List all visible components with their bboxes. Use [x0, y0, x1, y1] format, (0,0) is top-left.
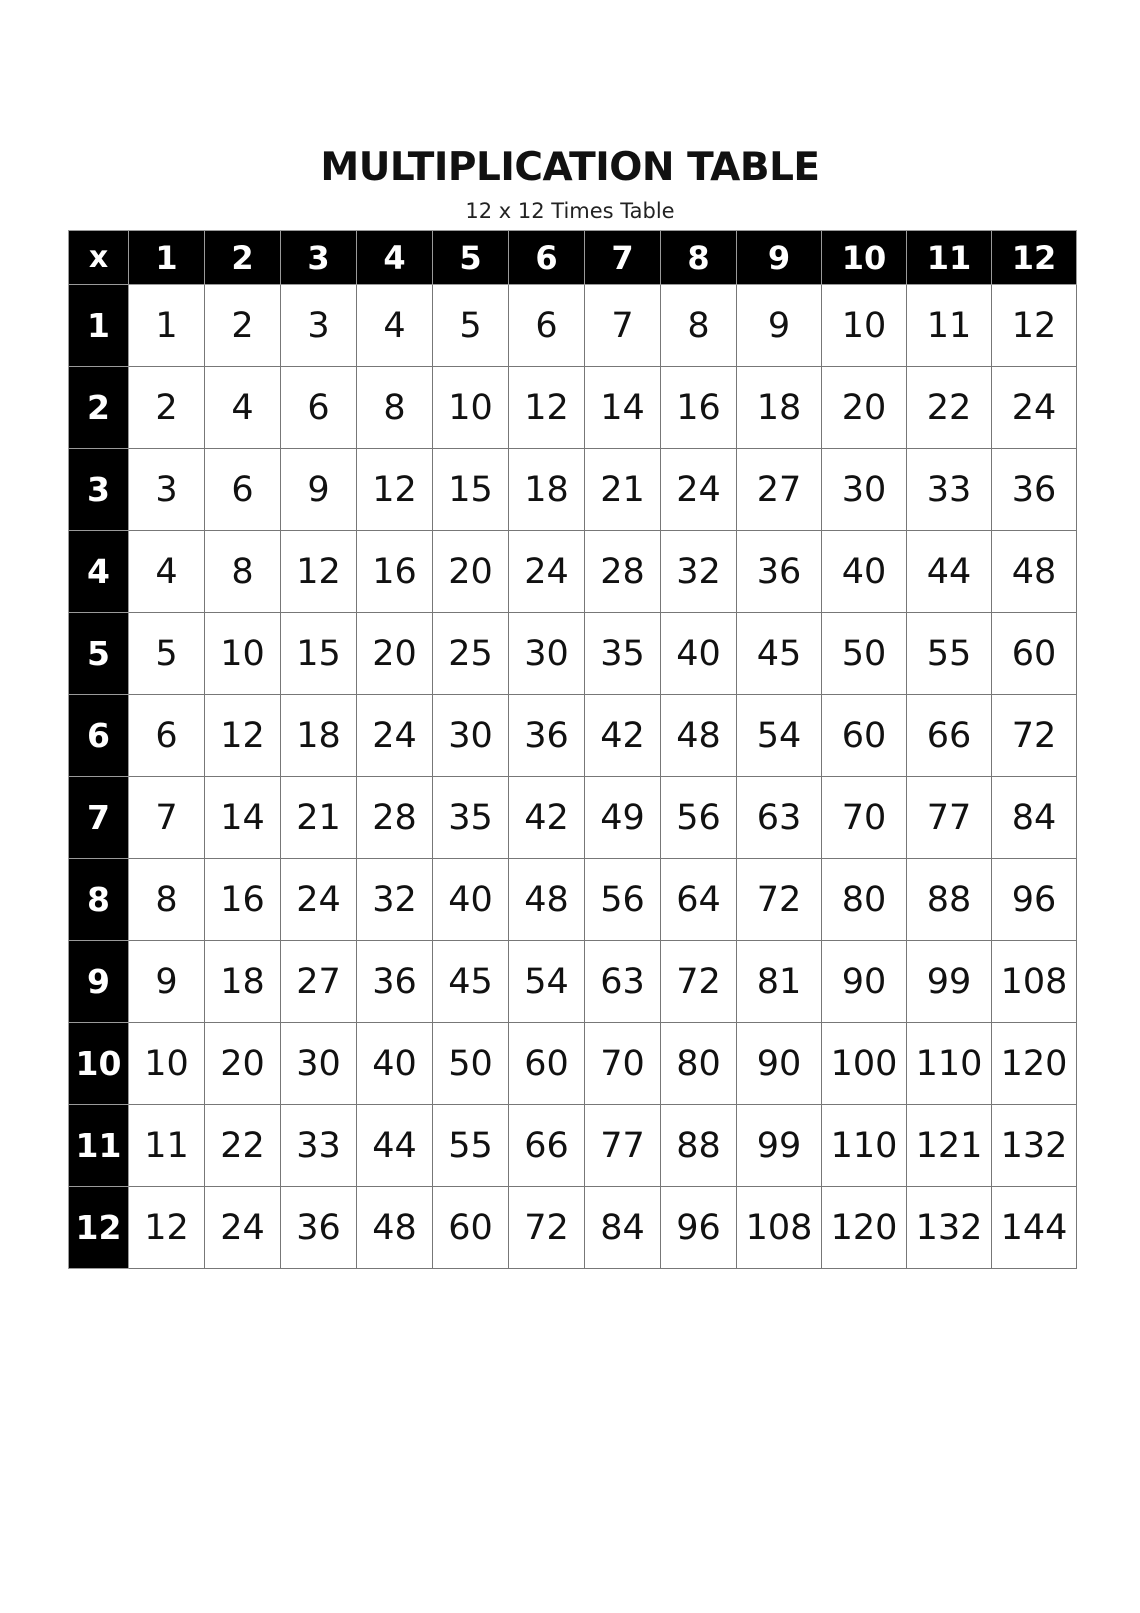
product-cell: 60 — [433, 1187, 509, 1269]
column-header: 12 — [992, 231, 1077, 285]
product-cell: 21 — [281, 777, 357, 859]
product-cell: 54 — [509, 941, 585, 1023]
table-row — [69, 695, 1077, 777]
product-cell: 21 — [585, 449, 661, 531]
product-cell: 20 — [433, 531, 509, 613]
product-cell: 40 — [357, 1023, 433, 1105]
column-header: 6 — [509, 231, 585, 285]
table-row — [69, 1105, 1077, 1187]
product-cell: 132 — [907, 1187, 992, 1269]
product-cell: 70 — [822, 777, 907, 859]
product-cell: 12 — [205, 695, 281, 777]
product-cell: 22 — [205, 1105, 281, 1187]
product-cell: 96 — [992, 859, 1077, 941]
product-cell: 3 — [129, 449, 205, 531]
product-cell: 80 — [822, 859, 907, 941]
product-cell: 32 — [357, 859, 433, 941]
product-cell: 70 — [585, 1023, 661, 1105]
product-cell: 10 — [822, 285, 907, 367]
product-cell: 12 — [129, 1187, 205, 1269]
product-cell: 27 — [281, 941, 357, 1023]
product-cell: 40 — [433, 859, 509, 941]
table-row — [69, 1023, 1077, 1105]
product-cell: 72 — [992, 695, 1077, 777]
product-cell: 44 — [907, 531, 992, 613]
product-cell: 16 — [205, 859, 281, 941]
product-cell: 144 — [992, 1187, 1077, 1269]
product-cell: 4 — [129, 531, 205, 613]
column-header: 5 — [433, 231, 509, 285]
product-cell: 60 — [992, 613, 1077, 695]
product-cell: 6 — [129, 695, 205, 777]
column-header: 1 — [129, 231, 205, 285]
product-cell: 24 — [992, 367, 1077, 449]
product-cell: 110 — [822, 1105, 907, 1187]
table-row — [69, 777, 1077, 859]
product-cell: 48 — [992, 531, 1077, 613]
product-cell: 24 — [661, 449, 737, 531]
product-cell: 55 — [433, 1105, 509, 1187]
product-cell: 81 — [737, 941, 822, 1023]
product-cell: 16 — [357, 531, 433, 613]
product-cell: 9 — [129, 941, 205, 1023]
product-cell: 6 — [509, 285, 585, 367]
product-cell: 72 — [509, 1187, 585, 1269]
product-cell: 36 — [737, 531, 822, 613]
product-cell: 45 — [737, 613, 822, 695]
product-cell: 55 — [907, 613, 992, 695]
product-cell: 77 — [585, 1105, 661, 1187]
product-cell: 18 — [509, 449, 585, 531]
product-cell: 120 — [822, 1187, 907, 1269]
product-cell: 66 — [509, 1105, 585, 1187]
product-cell: 48 — [661, 695, 737, 777]
product-cell: 99 — [737, 1105, 822, 1187]
product-cell: 12 — [509, 367, 585, 449]
product-cell: 50 — [822, 613, 907, 695]
table-row — [69, 1187, 1077, 1269]
product-cell: 10 — [433, 367, 509, 449]
row-header: 1 — [69, 285, 129, 367]
product-cell: 8 — [357, 367, 433, 449]
product-cell: 56 — [585, 859, 661, 941]
product-cell: 63 — [737, 777, 822, 859]
corner-cell: x — [69, 231, 129, 285]
row-header: 11 — [69, 1105, 129, 1187]
product-cell: 6 — [281, 367, 357, 449]
product-cell: 20 — [357, 613, 433, 695]
product-cell: 7 — [129, 777, 205, 859]
product-cell: 15 — [433, 449, 509, 531]
product-cell: 77 — [907, 777, 992, 859]
table-body — [69, 285, 1077, 1269]
product-cell: 12 — [992, 285, 1077, 367]
product-cell: 72 — [737, 859, 822, 941]
product-cell: 11 — [129, 1105, 205, 1187]
product-cell: 9 — [737, 285, 822, 367]
product-cell: 42 — [509, 777, 585, 859]
product-cell: 5 — [433, 285, 509, 367]
product-cell: 88 — [907, 859, 992, 941]
product-cell: 24 — [205, 1187, 281, 1269]
product-cell: 40 — [661, 613, 737, 695]
product-cell: 88 — [661, 1105, 737, 1187]
product-cell: 3 — [281, 285, 357, 367]
product-cell: 100 — [822, 1023, 907, 1105]
product-cell: 90 — [737, 1023, 822, 1105]
column-header: 7 — [585, 231, 661, 285]
product-cell: 108 — [992, 941, 1077, 1023]
product-cell: 32 — [661, 531, 737, 613]
product-cell: 36 — [357, 941, 433, 1023]
column-header: 9 — [737, 231, 822, 285]
product-cell: 72 — [661, 941, 737, 1023]
product-cell: 33 — [907, 449, 992, 531]
product-cell: 132 — [992, 1105, 1077, 1187]
product-cell: 22 — [907, 367, 992, 449]
row-header: 10 — [69, 1023, 129, 1105]
product-cell: 14 — [585, 367, 661, 449]
row-header: 7 — [69, 777, 129, 859]
product-cell: 60 — [822, 695, 907, 777]
product-cell: 28 — [357, 777, 433, 859]
product-cell: 20 — [822, 367, 907, 449]
product-cell: 9 — [281, 449, 357, 531]
product-cell: 4 — [357, 285, 433, 367]
product-cell: 15 — [281, 613, 357, 695]
product-cell: 33 — [281, 1105, 357, 1187]
product-cell: 80 — [661, 1023, 737, 1105]
product-cell: 28 — [585, 531, 661, 613]
page-title: MULTIPLICATION TABLE — [320, 145, 820, 190]
product-cell: 56 — [661, 777, 737, 859]
product-cell: 36 — [509, 695, 585, 777]
product-cell: 54 — [737, 695, 822, 777]
product-cell: 4 — [205, 367, 281, 449]
product-cell: 44 — [357, 1105, 433, 1187]
product-cell: 96 — [661, 1187, 737, 1269]
product-cell: 11 — [907, 285, 992, 367]
product-cell: 18 — [737, 367, 822, 449]
product-cell: 40 — [822, 531, 907, 613]
page-subtitle: 12 x 12 Times Table — [465, 199, 675, 223]
product-cell: 35 — [433, 777, 509, 859]
row-header: 6 — [69, 695, 129, 777]
product-cell: 49 — [585, 777, 661, 859]
table-row — [69, 859, 1077, 941]
row-header: 2 — [69, 367, 129, 449]
product-cell: 84 — [585, 1187, 661, 1269]
product-cell: 66 — [907, 695, 992, 777]
row-header: 3 — [69, 449, 129, 531]
column-header: 4 — [357, 231, 433, 285]
product-cell: 36 — [992, 449, 1077, 531]
product-cell: 90 — [822, 941, 907, 1023]
product-cell: 24 — [281, 859, 357, 941]
product-cell: 110 — [907, 1023, 992, 1105]
product-cell: 30 — [822, 449, 907, 531]
product-cell: 8 — [129, 859, 205, 941]
product-cell: 42 — [585, 695, 661, 777]
row-header: 4 — [69, 531, 129, 613]
product-cell: 30 — [281, 1023, 357, 1105]
column-header: 11 — [907, 231, 992, 285]
multiplication-table — [68, 230, 1077, 1269]
row-header: 5 — [69, 613, 129, 695]
table-row — [69, 285, 1077, 367]
product-cell: 7 — [585, 285, 661, 367]
product-cell: 18 — [281, 695, 357, 777]
product-cell: 108 — [737, 1187, 822, 1269]
product-cell: 121 — [907, 1105, 992, 1187]
column-header: 8 — [661, 231, 737, 285]
product-cell: 36 — [281, 1187, 357, 1269]
product-cell: 10 — [205, 613, 281, 695]
product-cell: 48 — [509, 859, 585, 941]
product-cell: 60 — [509, 1023, 585, 1105]
product-cell: 99 — [907, 941, 992, 1023]
product-cell: 2 — [205, 285, 281, 367]
product-cell: 12 — [357, 449, 433, 531]
product-cell: 6 — [205, 449, 281, 531]
table-row — [69, 531, 1077, 613]
product-cell: 18 — [205, 941, 281, 1023]
product-cell: 64 — [661, 859, 737, 941]
product-cell: 48 — [357, 1187, 433, 1269]
table-row — [69, 941, 1077, 1023]
row-header: 9 — [69, 941, 129, 1023]
product-cell: 35 — [585, 613, 661, 695]
table-row — [69, 449, 1077, 531]
product-cell: 24 — [357, 695, 433, 777]
product-cell: 2 — [129, 367, 205, 449]
column-header: 3 — [281, 231, 357, 285]
product-cell: 20 — [205, 1023, 281, 1105]
table-row — [69, 367, 1077, 449]
product-cell: 84 — [992, 777, 1077, 859]
product-cell: 63 — [585, 941, 661, 1023]
table-row — [69, 613, 1077, 695]
product-cell: 27 — [737, 449, 822, 531]
column-header-row — [69, 231, 1077, 285]
product-cell: 24 — [509, 531, 585, 613]
product-cell: 45 — [433, 941, 509, 1023]
product-cell: 14 — [205, 777, 281, 859]
product-cell: 12 — [281, 531, 357, 613]
product-cell: 1 — [129, 285, 205, 367]
row-header: 12 — [69, 1187, 129, 1269]
product-cell: 120 — [992, 1023, 1077, 1105]
product-cell: 5 — [129, 613, 205, 695]
product-cell: 8 — [661, 285, 737, 367]
product-cell: 25 — [433, 613, 509, 695]
column-header: 10 — [822, 231, 907, 285]
product-cell: 50 — [433, 1023, 509, 1105]
column-header: 2 — [205, 231, 281, 285]
product-cell: 16 — [661, 367, 737, 449]
product-cell: 8 — [205, 531, 281, 613]
product-cell: 10 — [129, 1023, 205, 1105]
product-cell: 30 — [509, 613, 585, 695]
product-cell: 30 — [433, 695, 509, 777]
row-header: 8 — [69, 859, 129, 941]
